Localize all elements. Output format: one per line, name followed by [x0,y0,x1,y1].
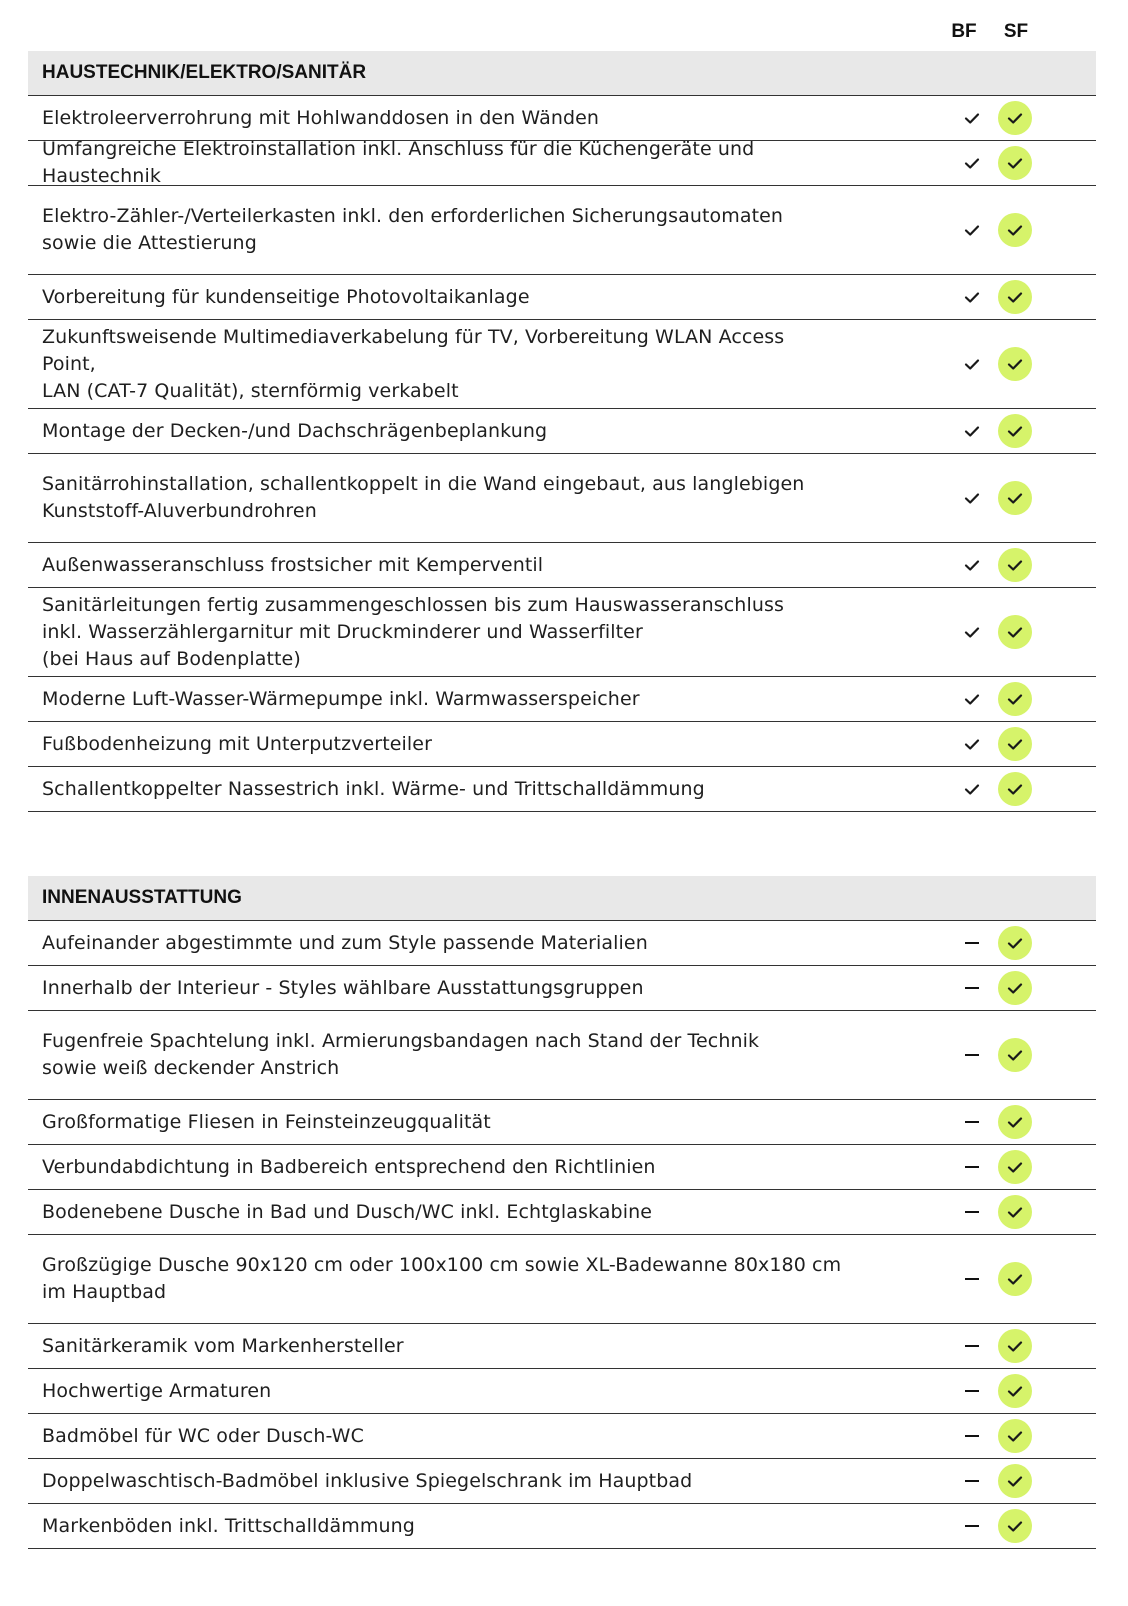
row-label-line: Fußbodenheizung mit Unterputzverteiler [42,732,432,755]
table-row [28,966,1096,1011]
row-label [28,552,842,579]
dash-icon [952,1376,992,1406]
table-row [28,275,1096,320]
row-label-line: Bodenebene Dusche in Bad und Dusch/WC inkl. Echtglaskabine [42,1200,653,1223]
check-icon [952,617,992,647]
table-row [28,1459,1096,1504]
check-icon [952,550,992,580]
row-label [28,592,842,673]
table-row [28,454,1096,543]
section-title: HAUSTECHNIK/ELEKTRO/SANITÄR [28,51,1096,96]
table-row [28,96,1096,141]
check-circle-icon [998,280,1032,314]
row-label-line: Vorbereitung für kundenseitige Photovoltaikanlage [42,285,530,308]
row-label [28,1378,842,1405]
table-row [28,767,1096,812]
row-label-line: inkl. Wasserzählergarnitur mit Druckminderer und Wasserfilter [42,620,643,643]
check-circle-icon [998,1374,1032,1408]
dash-icon [952,1421,992,1451]
row-label [28,975,842,1002]
table-row [28,921,1096,966]
table-row [28,1190,1096,1235]
table-row [28,722,1096,767]
check-circle-icon [998,772,1032,806]
check-icon [952,483,992,513]
row-label-line: Zukunftsweisende Multimediaverkabelung für TV, Vorbereitung WLAN Access Point, [42,325,785,375]
table-row [28,1235,1096,1324]
row-label [28,1252,842,1306]
row-label-line: Umfangreiche Elektroinstallation inkl. Anschluss für die Küchengeräte und Haustechnik [42,138,755,187]
check-circle-icon [998,1329,1032,1363]
dash-icon [952,1197,992,1227]
check-circle-icon [998,971,1032,1005]
row-label [28,731,842,758]
row-label-line: Außenwasseranschluss frostsicher mit Kemperventil [42,553,544,576]
row-label [28,324,842,405]
row-label-line: Sanitärleitungen fertig zusammengeschlossen bis zum Hauswasseranschluss [42,593,784,616]
row-label-line: Doppelwaschtisch-Badmöbel inklusive Spiegelschrank im Hauptbad [42,1469,693,1492]
check-icon [952,148,992,178]
check-icon [952,282,992,312]
row-label-line: Aufeinander abgestimmte und zum Style passende Materialien [42,931,648,954]
dash-icon [952,1152,992,1182]
check-icon [952,774,992,804]
dash-icon [952,1331,992,1361]
check-circle-icon [998,1105,1032,1139]
dash-icon [952,1264,992,1294]
row-label-line: Schallentkoppelter Nassestrich inkl. Wärme- und Trittschalldämmung [42,777,705,800]
table-row [28,1100,1096,1145]
row-label-line: Hochwertige Armaturen [42,1379,272,1402]
column-header-sf: SF [1003,21,1029,42]
dash-icon [952,1107,992,1137]
column-header-bf: BF [951,21,977,42]
row-label-line: Badmöbel für WC oder Dusch-WC [42,1424,364,1447]
table-row [28,1414,1096,1459]
row-label [28,471,842,525]
row-label-line: Moderne Luft-Wasser-Wärmepumpe inkl. Warmwasserspeicher [42,687,640,710]
check-circle-icon [998,548,1032,582]
dash-icon [952,1466,992,1496]
row-label [28,203,842,257]
row-label-line: Elektro-Zähler-/Verteilerkasten inkl. den erforderlichen Sicherungsautomaten [42,205,784,227]
row-label-line: Innerhalb der Interieur - Styles wählbare Ausstattungsgruppen [42,976,644,999]
check-circle-icon [998,682,1032,716]
row-label-line: Elektroleerverrohrung mit Hohlwanddosen in den Wänden [42,106,600,129]
row-label-line: (bei Haus auf Bodenplatte) [42,647,301,670]
section-innenausstattung [28,876,1096,1549]
check-icon [952,416,992,446]
check-circle-icon [998,926,1032,960]
table-row [28,1324,1096,1369]
table-row [28,409,1096,454]
check-circle-icon [998,727,1032,761]
dash-icon [952,1511,992,1541]
check-icon [952,215,992,245]
check-icon [952,729,992,759]
check-circle-icon [998,1509,1032,1543]
row-label-line: Sanitärrohinstallation, schallentkoppelt in die Wand eingebaut, aus langlebigen [42,473,805,495]
table-row [28,138,1096,187]
check-circle-icon [998,1419,1032,1453]
row-label-line: Markenböden inkl. Trittschalldämmung [42,1514,415,1537]
row-label-line: sowie weiß deckender Anstrich [42,1057,340,1079]
row-label [28,1513,842,1540]
row-label-line: Fugenfreie Spachtelung inkl. Armierungsbandagen nach Stand der Technik [42,1030,760,1052]
check-circle-icon [998,101,1032,135]
row-label [28,686,842,713]
table-row [28,588,1096,677]
table-row [28,677,1096,722]
row-label [28,105,842,132]
row-label [28,776,842,803]
row-label [28,1468,842,1495]
row-label [28,418,842,445]
row-label-line: Montage der Decken-/und Dachschrägenbeplankung [42,419,548,442]
row-label-line: Kunststoff-Aluverbundrohren [42,500,317,522]
section-title: INNENAUSSTATTUNG [28,876,1096,921]
row-label [28,284,842,311]
row-label-line: sowie die Attestierung [42,232,257,254]
row-label-line: Großformatige Fliesen in Feinsteinzeugqualität [42,1110,491,1133]
table-row [28,1011,1096,1100]
row-label [28,1154,842,1181]
row-label [28,136,842,190]
table-row [28,186,1096,275]
check-icon [952,349,992,379]
dash-icon [952,928,992,958]
table-row [28,320,1096,409]
check-circle-icon [998,1150,1032,1184]
row-label [28,1028,842,1082]
table-row [28,1145,1096,1190]
row-label [28,1423,842,1450]
check-circle-icon [998,1038,1032,1072]
check-circle-icon [998,481,1032,515]
row-label [28,1109,842,1136]
table-row [28,1369,1096,1414]
check-icon [952,103,992,133]
row-label-line: Verbundabdichtung in Badbereich entsprechend den Richtlinien [42,1155,656,1178]
check-circle-icon [998,347,1032,381]
table-row [28,543,1096,588]
dash-icon [952,973,992,1003]
check-circle-icon [998,1195,1032,1229]
dash-icon [952,1040,992,1070]
check-circle-icon [998,1262,1032,1296]
check-circle-icon [998,615,1032,649]
check-circle-icon [998,414,1032,448]
row-label-line: Großzügige Dusche 90x120 cm oder 100x100 cm sowie XL-Badewanne 80x180 cm [42,1254,842,1276]
row-label-line: Sanitärkeramik vom Markenhersteller [42,1334,404,1357]
table-row [28,1504,1096,1549]
section-haustechnik [28,51,1096,812]
row-label [28,1333,842,1360]
check-circle-icon [998,213,1032,247]
check-circle-icon [998,1464,1032,1498]
row-label [28,1199,842,1226]
row-label-line: im Hauptbad [42,1281,167,1303]
check-icon [952,684,992,714]
row-label-line: LAN (CAT-7 Qualität), sternförmig verkabelt [42,379,459,402]
check-circle-icon [998,146,1032,180]
row-label [28,930,842,957]
